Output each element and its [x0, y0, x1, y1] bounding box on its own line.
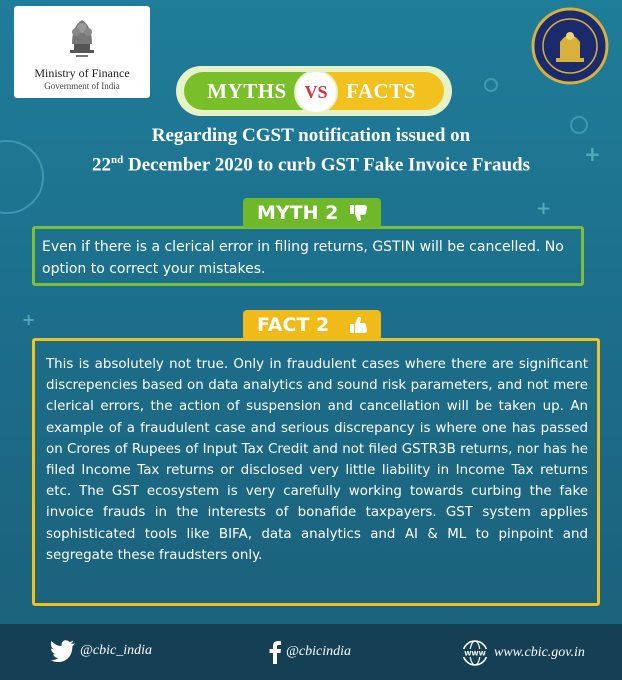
thumbs-down-icon	[349, 204, 369, 222]
title-line-2	[0, 148, 622, 177]
title-line-1: Regarding CGST notification issued on	[151, 125, 471, 146]
banner-myths-label: MYTHS	[184, 72, 310, 110]
title-day: 22	[92, 154, 112, 176]
ministry-name: Ministry of Finance	[34, 66, 130, 80]
globe-www-icon	[460, 640, 490, 666]
twitter-icon	[50, 640, 76, 662]
decor-plus: +	[22, 310, 36, 329]
myth-text: Even if there is a clerical error in filing returns, GSTIN will be cancelled. No option to correct your mistakes.	[42, 239, 564, 277]
myth-tag-label: MYTH 2	[257, 202, 339, 224]
national-emblem-icon	[64, 14, 100, 60]
page-title	[0, 124, 622, 177]
footer-website[interactable]	[460, 640, 585, 666]
cbic-seal-icon	[530, 6, 610, 86]
twitter-handle: @cbic_india	[80, 643, 152, 658]
banner-vs-badge: VS	[294, 70, 338, 114]
decor-circle	[484, 78, 498, 92]
myth-tag	[243, 198, 381, 228]
title-day-suffix: nd	[111, 154, 124, 166]
website-url: www.cbic.gov.in	[494, 645, 585, 660]
decor-plus: +	[536, 198, 552, 219]
footer-bar	[0, 624, 622, 680]
title-rest: December 2020 to curb GST Fake Invoice Frauds	[123, 154, 530, 176]
svg-text:WWW: WWW	[464, 649, 486, 658]
ministry-subtitle: Government of India	[44, 81, 120, 91]
footer-twitter[interactable]	[50, 640, 152, 662]
ministry-logo-card	[14, 6, 150, 98]
footer-facebook[interactable]	[268, 640, 351, 664]
thumbs-up-icon	[349, 316, 369, 334]
facebook-icon	[268, 640, 282, 664]
decor-plus: +	[584, 142, 601, 166]
fact-tag	[243, 310, 381, 340]
banner-facts-label: FACTS	[318, 72, 444, 110]
fact-text: This is absolutely not true. Only in fraudulent cases where there are significant discrepencies based on data analytics and sound risk parameters, and not mere clerical errors, the action of suspension and cancellation will be taken up. An example of a fraudulent case and serious discrepancy is where one has passed on Crores of Rupees of Input Tax Credit and not filed GSTR3B returns, nor has he filed Income Tax returns or disclosed very little liability in Income Tax returns etc. The GST ecosystem is very carefully working towards curbing the fake invoice frauds in the interests of bonafide taxpayers. GST system applies sophisticated tools like BIFA, data analytics and AI & ML to pinpoint and segregate these fraudsters only.	[46, 357, 588, 563]
facebook-handle: @cbicindia	[286, 644, 351, 659]
fact-tag-label: FACT 2	[257, 314, 330, 336]
